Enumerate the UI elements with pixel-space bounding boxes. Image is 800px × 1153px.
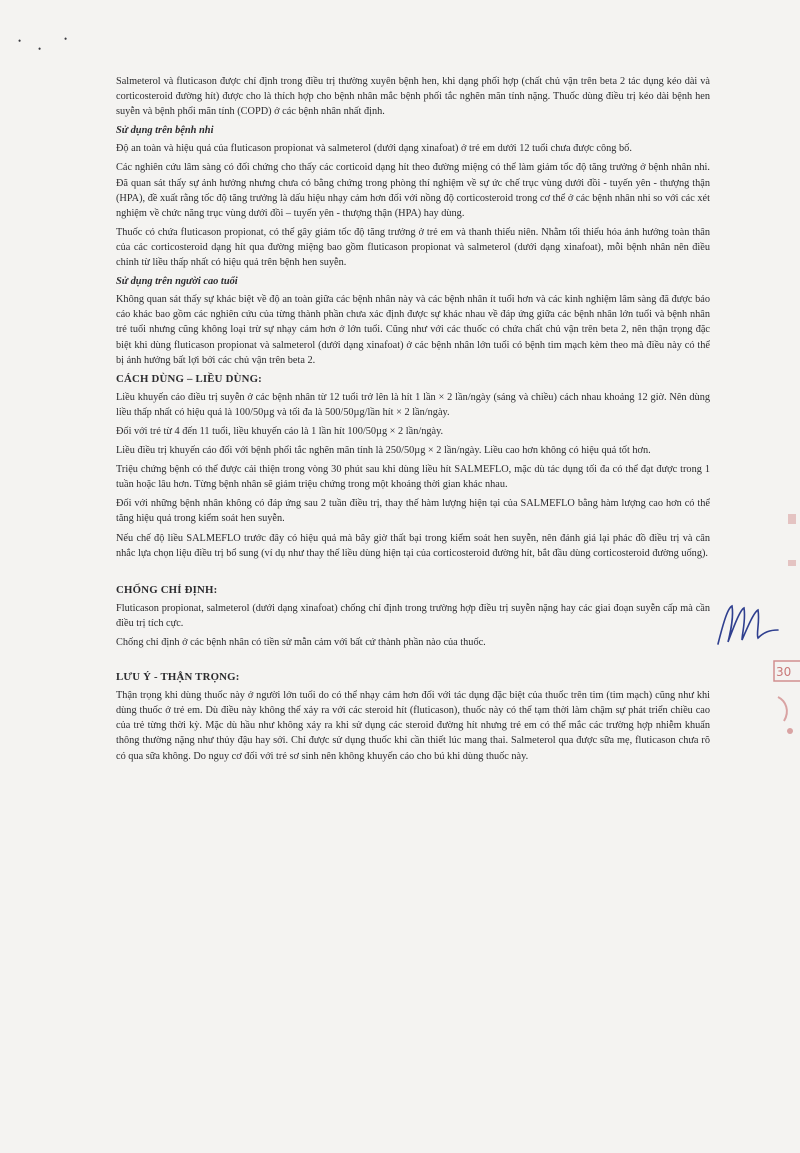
edge-mark <box>788 560 796 566</box>
intro-paragraph: Salmeterol và fluticason được chỉ định trong điều trị thường xuyên bệnh hen, khi dạng phối hợp (chất chủ vận trên beta 2 tác dụng kéo dài và corticosteroid đường hít) được cho là thích hợp cho bệnh nhân mắc bệnh phối tắc nghẽn mãn tính nặng. Thuốc dùng điều trị kéo dài bệnh hen suyễn và bệnh phổi mãn tính (COPD) ở các bệnh nhân nhất định. <box>116 76 710 118</box>
scan-dot: • <box>18 36 22 46</box>
pediatric-heading: Sử dụng trên bệnh nhi <box>116 125 214 137</box>
handwritten-signature <box>712 600 782 650</box>
dosage-paragraph: Triệu chứng bệnh có thể được cải thiện trong vòng 30 phút sau khi dùng liều hít SALMEFLO, mặc dù tác dụng tối đa có thể đạt được trong 1 tuần hoặc lâu hơn. Từng bệnh nhân sẽ giảm triệu chứng trong một khoảng thời gian khác nhau. <box>116 464 710 491</box>
elderly-heading: Sử dụng trên người cao tuổi <box>116 276 238 288</box>
dosage-heading: CÁCH DÙNG – LIỀU DÙNG: <box>116 372 262 385</box>
dosage-paragraph: Liều điều trị khuyến cáo đối với bệnh phổi tắc nghẽn mãn tính là 250/50µg × 2 lần/ngày. Liều cao hơn không có hiệu quả tốt hơn. <box>116 445 651 457</box>
document-body <box>116 74 710 768</box>
contraindications-heading: CHỐNG CHỈ ĐỊNH: <box>116 583 218 596</box>
precautions-heading: LƯU Ý - THẬN TRỌNG: <box>116 671 240 684</box>
stamp-fragment <box>768 655 800 745</box>
precautions-paragraph: Thận trọng khi dùng thuốc này ở người lớn tuổi do có thể nhạy cảm hơn đối với tác dụng đặc biệt của thuốc trên tim (tim mạch) cũng như khi dùng thuốc ở trẻ em. Dù điều này không thể xảy ra với các steroid hít (fluticason), thuốc này có thể tạm thời làm chậm sự phát triển chiều cao của trẻ từng thời kỳ. Mặc dù hầu như không xảy ra khi sử dụng các steroid đường hít nhưng trẻ em có thể mắc các trường hợp nhiễm khuẩn thông thường nặng như thủy đậu hay sởi. Chỉ được sử dụng thuốc khi cần thiết lúc mang thai. Salmeterol qua được sữa mẹ, fluticason chưa rõ có qua sữa không. Do nguy cơ đối với trẻ sơ sinh nên không khuyến cáo cho bú khi dùng thuốc này. <box>116 690 710 762</box>
scan-dot: • <box>38 44 42 54</box>
dosage-paragraph: Đối với trẻ từ 4 đến 11 tuổi, liều khuyến cáo là 1 lần hít 100/50µg × 2 lần/ngày. <box>116 425 444 437</box>
scan-dot: • <box>64 34 68 44</box>
pediatric-paragraph: Độ an toàn và hiệu quả của fluticason propionat và salmeterol (dưới dạng xinafoat) ở trẻ em dưới 12 tuổi chưa được công bố. <box>116 143 632 155</box>
contraindications-paragraph: Fluticason propionat, salmeterol (dưới dạng xinafoat) chống chỉ định trong trường hợp điều trị suyễn nặng hay các giai đoạn suyễn cấp mà cần điều trị tích cực. <box>116 602 710 629</box>
contraindications-paragraph: Chống chỉ định ở các bệnh nhân có tiền sử mẫn cảm với bất cứ thành phần nào của thuốc. <box>116 637 486 648</box>
pediatric-paragraph: Các nghiên cứu lâm sàng có đối chứng cho thấy các corticoid dạng hít theo đường miệng có thể làm giảm tốc độ tăng trưởng ở bệnh nhân nhi. Đã quan sát thấy sự ảnh hưởng nhưng chưa có bằng chứng trong phòng thí nghiệm về sự ức chế trục vùng dưới đồi - tuyến yên - thượng thận (HPA), đề xuất rằng tốc độ tăng trưởng là dấu hiệu nhạy cảm hơn đối với nồng độ corticosteroid trong cơ thể ở các bệnh nhân nhi so với các xét nghiệm về chức năng trục vùng dưới đồi – tuyến yên - thượng thận (HPA) hay dùng. <box>116 162 710 219</box>
dosage-paragraph: Liều khuyến cáo điều trị suyễn ở các bệnh nhân từ 12 tuổi trở lên là hít 1 lần × 2 lần/ngày (sáng và chiều) cách nhau khoảng 12 giờ. Nên dùng liều thấp nhất có hiệu quả là 100/50µg và tối đa là 500/50µg/lần hít × 2 lần/ngày. <box>116 391 710 418</box>
edge-mark <box>788 514 796 524</box>
elderly-paragraph: Không quan sát thấy sự khác biệt về độ an toàn giữa các bệnh nhân này và các bệnh nhân ít tuổi hơn và các kinh nghiệm lâm sàng đã được báo cáo khác bao gồm các nghiên cứu của từng thành phần chưa xác định được sự khác nhau về đáp ứng giữa các bệnh nhân lớn tuổi và bệnh nhân trẻ tuổi nhưng cũng không loại trừ sự nhạy cảm hơn ở lớn tuổi. Cũng như với các thuốc có chứa chất chủ vận trên beta 2, nên thận trọng đặc biệt khi dùng fluticason propionat và salmeterol (dưới dạng xinafoat) ở các bệnh nhân lớn tuổi có bệnh tim mạch kèm theo mà điều này có thể bị ảnh hưởng bất lợi bởi các chủ vận trên beta 2. <box>116 294 710 366</box>
dosage-paragraph: Nếu chế độ liều SALMEFLO trước đây có hiệu quả mà bây giờ thất bại trong kiểm soát hen suyễn, nên đánh giá lại phác đồ điều trị và cân nhắc lựa chọn liệu điều trị bổ sung (ví dụ như thay thế liều dùng hiện tại của corticosteroid đường hít, bắt đầu dùng corticosteroid đường uống). <box>116 532 710 559</box>
dosage-paragraph: Đối với những bệnh nhân không có đáp ứng sau 2 tuần điều trị, thay thế hàm lượng hiện tại của SALMEFLO bằng hàm lượng cao hơn có thể tăng hiệu quả trong kiểm soát hen suyễn. <box>116 498 710 525</box>
svg-text:30: 30 <box>776 665 792 679</box>
pediatric-paragraph: Thuốc có chứa fluticason propionat, có thể gây giảm tốc độ tăng trưởng ở trẻ em và thanh thiếu niên. Nhằm tối thiểu hóa ảnh hưởng toàn thân của các corticosteroid dạng hít qua đường miệng bao gồm fluticason propionat và salmeterol (dưới dạng xinafoat), mỗi bệnh nhân nên điều chỉnh từ liều thấp nhất có hiệu quả trên bệnh hen suyễn. <box>116 226 710 269</box>
